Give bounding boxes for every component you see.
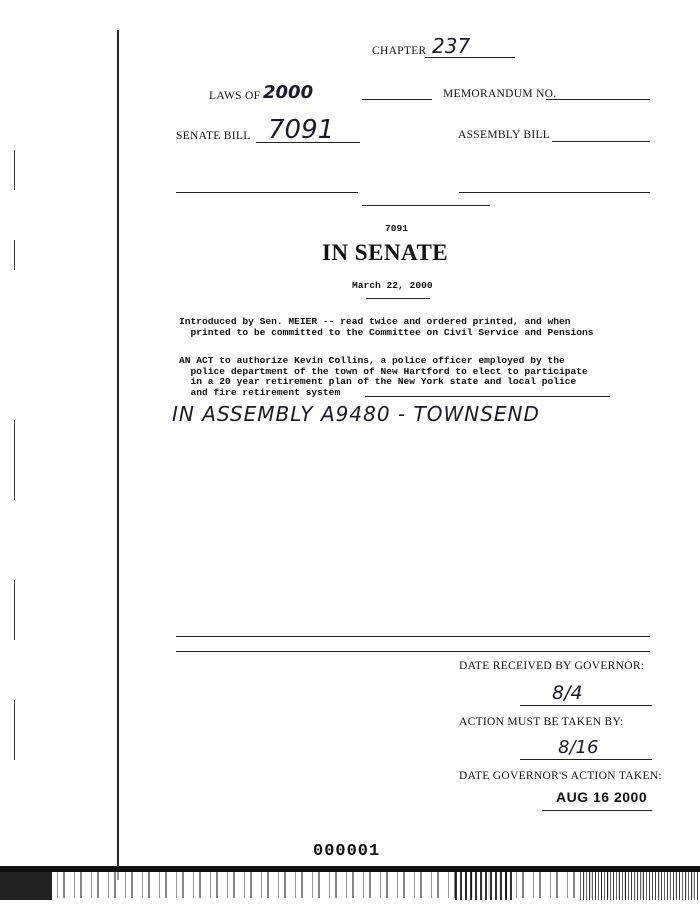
bill-date: March 22, 2000 bbox=[352, 280, 433, 291]
scan-noise-left bbox=[0, 872, 52, 900]
scan-edge-mark bbox=[117, 30, 119, 880]
action-by-label: ACTION MUST BE TAKEN BY: bbox=[459, 716, 624, 728]
assembly-note: IN ASSEMBLY A9480 - TOWNSEND bbox=[172, 402, 540, 426]
act-line: AN ACT to authorize Kevin Collins, a police officer employed by the bbox=[179, 355, 565, 366]
chapter-underline bbox=[425, 57, 515, 58]
introduced-line: Introduced by Sen. MEIER -- read twice and ordered printed, and when bbox=[179, 316, 571, 327]
date-received-label: DATE RECEIVED BY GOVERNOR: bbox=[459, 660, 645, 672]
scan-edge-mark bbox=[14, 150, 15, 190]
bill-chamber-title: IN SENATE bbox=[322, 240, 449, 265]
memorandum-label: MEMORANDUM NO. bbox=[443, 88, 557, 100]
scan-noise-block bbox=[455, 872, 515, 900]
chapter-label: CHAPTER bbox=[372, 45, 427, 57]
laws-of-underline bbox=[362, 99, 432, 100]
introduced-paragraph bbox=[179, 317, 594, 338]
action-by-value: 8/16 bbox=[558, 737, 599, 758]
senate-bill-underline bbox=[256, 142, 360, 143]
senate-bill-value: 7091 bbox=[268, 115, 335, 145]
blank-line bbox=[176, 192, 358, 193]
introduced-line: printed to be committed to the Committee on Civil Service and Pensions bbox=[179, 326, 594, 338]
chapter-value: 237 bbox=[432, 34, 471, 58]
section-rule bbox=[176, 636, 650, 637]
memorandum-underline bbox=[546, 99, 650, 100]
assembly-bill-underline bbox=[552, 141, 650, 142]
page-number: 000001 bbox=[313, 842, 381, 861]
action-taken-label: DATE GOVERNOR'S ACTION TAKEN: bbox=[459, 770, 662, 782]
date-received-underline bbox=[520, 705, 652, 706]
act-divider bbox=[365, 396, 610, 397]
scan-edge-mark bbox=[14, 240, 15, 270]
action-by-underline bbox=[520, 759, 652, 760]
bill-number: 7091 bbox=[385, 223, 409, 234]
scan-edge-mark bbox=[14, 420, 15, 500]
blank-line bbox=[459, 192, 650, 193]
blank-line bbox=[362, 205, 490, 206]
act-line: police department of the town of New Hartford to elect to participate bbox=[179, 365, 588, 377]
date-received-value: 8/4 bbox=[552, 682, 583, 704]
act-line: and fire retirement system bbox=[179, 386, 341, 398]
scan-noise-block bbox=[580, 872, 700, 900]
scan-edge-mark bbox=[14, 580, 15, 640]
act-line: in a 20 year retirement plan of the New York state and local police bbox=[179, 376, 577, 387]
action-taken-stamp: AUG 16 2000 bbox=[556, 789, 648, 805]
act-paragraph bbox=[179, 356, 588, 398]
section-rule bbox=[176, 651, 650, 652]
senate-bill-label: SENATE BILL bbox=[176, 130, 251, 142]
laws-of-value: 2000 bbox=[263, 82, 314, 103]
action-taken-underline bbox=[542, 810, 652, 811]
laws-of-label: LAWS OF bbox=[209, 90, 261, 102]
assembly-bill-label: ASSEMBLY BILL bbox=[458, 129, 551, 141]
scan-edge-mark bbox=[14, 700, 15, 760]
date-divider bbox=[366, 298, 430, 299]
